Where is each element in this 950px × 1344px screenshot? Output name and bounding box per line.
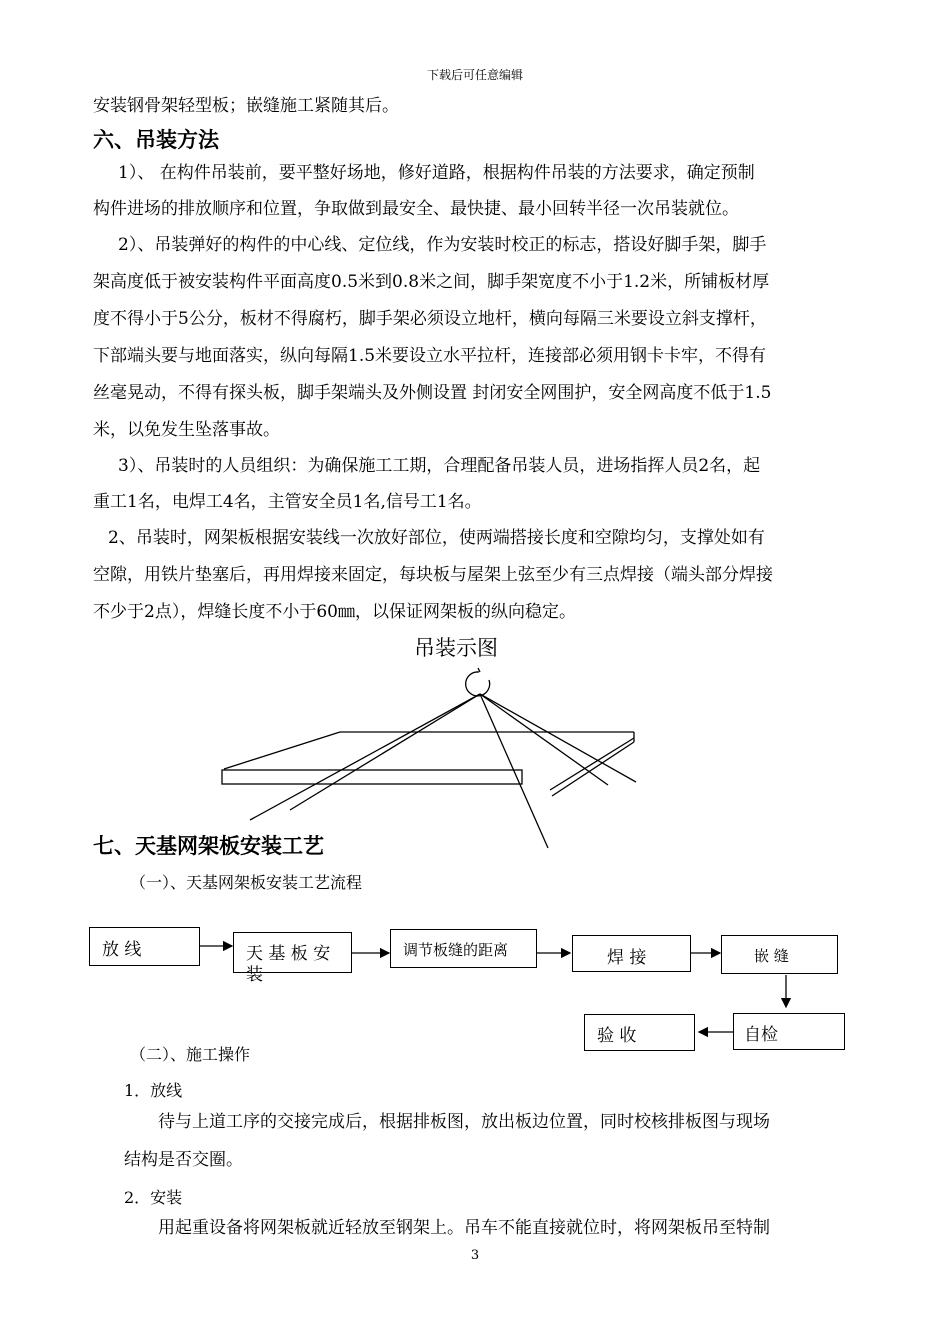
- flow-box-adjust: [390, 929, 537, 968]
- text-line: 2、吊装时，网架板根据安装线一次放好部位，使两端搭接长度和空隙均匀，支撑处如有: [108, 528, 765, 548]
- text-line: 结构是否交圈。: [124, 1150, 243, 1170]
- flow-box-weld: [572, 935, 691, 972]
- text-line: 3）、吊装时的人员组织：为确保施工工期，合理配备吊装人员，进场指挥人员2名，起: [118, 456, 761, 476]
- flow-box-selfcheck: [733, 1013, 845, 1050]
- subheading: （二）、施工操作: [130, 1045, 251, 1064]
- item-heading: 1．放线: [124, 1081, 183, 1100]
- section-heading-6: 六、吊装方法: [93, 128, 219, 152]
- text-line: 不少于2点），焊缝长度不小于60㎜，以保证网架板的纵向稳定。: [93, 602, 576, 622]
- flow-box-caulk: [721, 935, 838, 974]
- text-line: 度不得小于5公分，板材不得腐朽，脚手架必须设立地杆，横向每隔三米要设立斜支撑杆，: [93, 309, 767, 329]
- text-line: 空隙，用铁片垫塞后，再用焊接来固定，每块板与屋架上弦至少有三点焊接（端头部分焊接: [93, 565, 773, 585]
- text-line: 待与上道工序的交接完成后，根据排板图，放出板边位置，同时校核排板图与现场: [158, 1112, 770, 1132]
- text-line: 用起重设备将网架板就近轻放至钢架上。吊车不能直接就位时，将网架板吊至特制: [158, 1218, 770, 1238]
- text-line: 重工1名，电焊工4名，主管安全员1名,信号工1名。: [93, 492, 482, 512]
- flow-box-label: 自检: [744, 1025, 778, 1045]
- text-line: 架高度低于被安装构件平面高度0.5米到0.8米之间，脚手架宽度不小于1.2米，所铺板材厚: [93, 272, 770, 292]
- flow-box-label: 嵌 缝: [754, 947, 789, 965]
- text-line: 1）、 在构件吊装前，要平整好场地，修好道路，根据构件吊装的方法要求，确定预制: [118, 163, 755, 183]
- flow-box-label: 天 基 板 安: [246, 944, 331, 964]
- flow-box-label-overflow: 装: [246, 965, 263, 985]
- text-line: 构件进场的排放顺序和位置，争取做到最安全、最快捷、最小回转半径一次吊装就位。: [93, 199, 739, 219]
- page-header: 下载后可任意编辑: [426, 68, 523, 82]
- text-line: 下部端头要与地面落实，纵向每隔1.5米要设立水平拉杆，连接部必须用钢卡卡牢，不得有: [93, 346, 767, 366]
- section-heading-7: 七、天基网架板安装工艺: [93, 834, 324, 858]
- text-line: 2）、吊装弹好的构件的中心线、定位线，作为安装时校正的标志，搭设好脚手架，脚手: [118, 235, 767, 255]
- item-heading: 2．安装: [124, 1188, 183, 1207]
- page-number: 3: [470, 1248, 480, 1263]
- text-line: 丝毫晃动，不得有探头板，脚手架端头及外侧设置 封闭安全网围护，安全网高度不低于1.5: [93, 383, 772, 403]
- subheading: （一）、天基网架板安装工艺流程: [130, 873, 363, 892]
- diagram-title: 吊装示图: [414, 636, 498, 660]
- text-line: 米，以免发生坠落事故。: [93, 420, 280, 440]
- flow-box-label: 放 线: [102, 940, 142, 960]
- flow-box-accept: [584, 1014, 695, 1051]
- flow-box-label: 验 收: [597, 1026, 637, 1046]
- text-line: 安装钢骨架轻型板；嵌缝施工紧随其后。: [93, 96, 399, 116]
- flow-box-setout: [89, 927, 200, 966]
- flow-box-label: 调节板缝的距离: [403, 941, 509, 959]
- flow-box-label: 焊 接: [607, 948, 647, 968]
